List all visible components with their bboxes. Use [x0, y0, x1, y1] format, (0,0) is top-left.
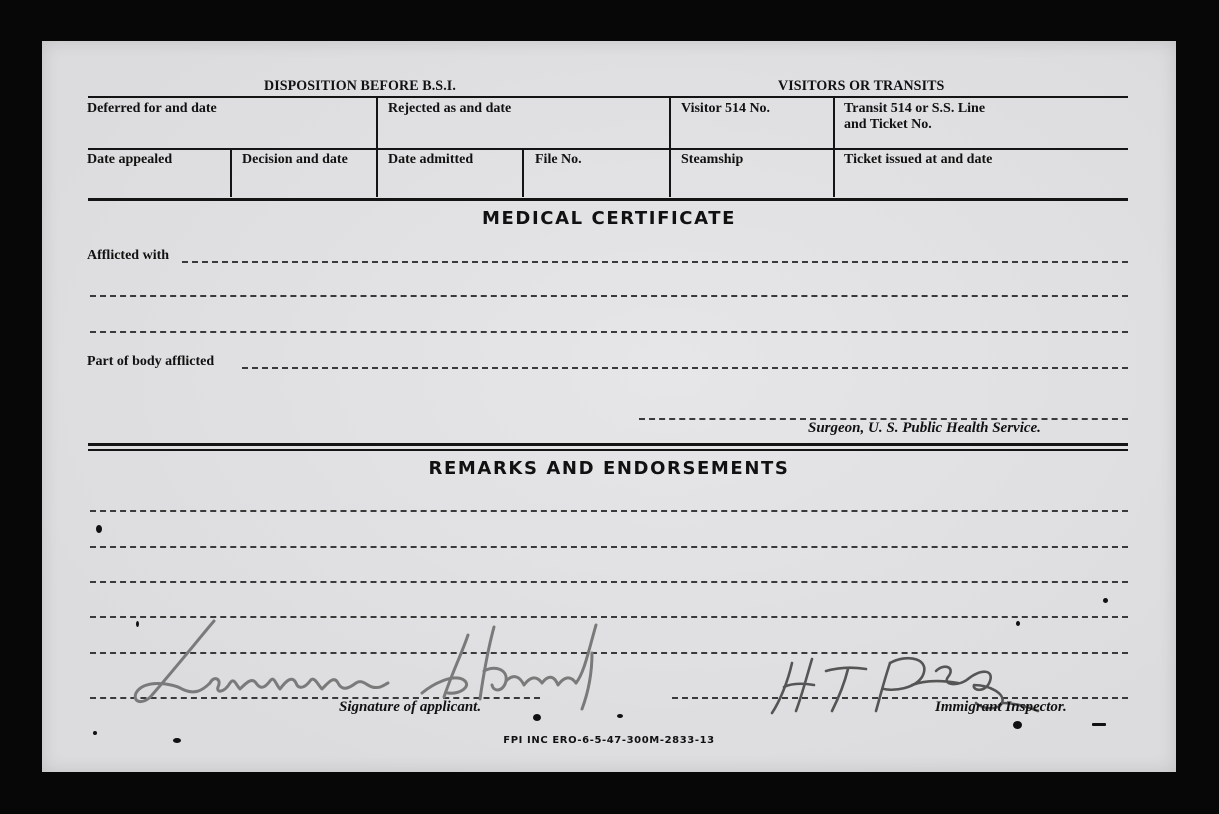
- deferred-label: Deferred for and date: [87, 101, 217, 116]
- part-of-body-label: Part of body afflicted: [87, 354, 215, 369]
- table-divider: [230, 150, 232, 197]
- remarks-title: REMARKS AND ENDORSEMENTS: [428, 458, 790, 479]
- table-divider: [833, 97, 835, 197]
- table-divider: [669, 97, 671, 197]
- steamship-label: Steamship: [681, 152, 744, 167]
- ink-speck: [1103, 598, 1108, 603]
- table-divider: [522, 150, 524, 197]
- medical-certificate-title: MEDICAL CERTIFICATE: [482, 208, 736, 229]
- ink-speck: [96, 525, 102, 533]
- disposition-title: DISPOSITION BEFORE B.S.I.: [264, 78, 456, 95]
- ink-speck: [1013, 721, 1022, 729]
- ink-speck: [93, 731, 97, 735]
- applicant-caption: Signature of applicant.: [339, 699, 482, 715]
- remarks-line: [90, 510, 1128, 512]
- ink-speck: [533, 714, 541, 721]
- table-divider: [376, 97, 378, 197]
- afflicted-line: [90, 331, 1128, 333]
- rejected-label: Rejected as and date: [388, 101, 512, 116]
- section-double-rule-bottom: [88, 449, 1128, 451]
- transit-label: [844, 101, 985, 133]
- afflicted-line: [90, 295, 1128, 297]
- ink-speck: [1092, 723, 1106, 726]
- decision-label: Decision and date: [242, 152, 348, 167]
- inspector-caption: Immigrant Inspector.: [935, 699, 1067, 715]
- record-card: [42, 41, 1176, 772]
- ticket-issued-label: Ticket issued at and date: [844, 152, 993, 167]
- remarks-line: [90, 581, 1128, 583]
- afflicted-label: Afflicted with: [87, 248, 170, 263]
- visitor-label: Visitor 514 No.: [681, 101, 771, 116]
- ink-speck: [1016, 621, 1020, 626]
- applicant-signature: [122, 613, 602, 713]
- ink-speck: [617, 714, 623, 718]
- table-bottom-rule: [88, 198, 1128, 201]
- surgeon-caption: Surgeon, U. S. Public Health Service.: [808, 420, 1041, 436]
- date-admitted-label: Date admitted: [388, 152, 474, 167]
- file-no-label: File No.: [535, 152, 582, 167]
- afflicted-line: [182, 261, 1128, 263]
- ink-speck: [136, 621, 139, 627]
- ink-speck: [173, 738, 181, 743]
- part-of-body-line: [242, 367, 1128, 369]
- table-middle-rule: [88, 148, 1128, 150]
- transit-label-line2: and Ticket No.: [844, 117, 932, 132]
- form-code: FPI INC ERO-6-5-47-300M-2833-13: [503, 735, 715, 746]
- visitors-title: VISITORS OR TRANSITS: [778, 78, 945, 95]
- date-appealed-label: Date appealed: [87, 152, 173, 167]
- table-top-rule: [88, 96, 1128, 98]
- remarks-line: [90, 546, 1128, 548]
- section-double-rule-top: [88, 443, 1128, 446]
- transit-label-line1: Transit 514 or S.S. Line: [844, 101, 986, 116]
